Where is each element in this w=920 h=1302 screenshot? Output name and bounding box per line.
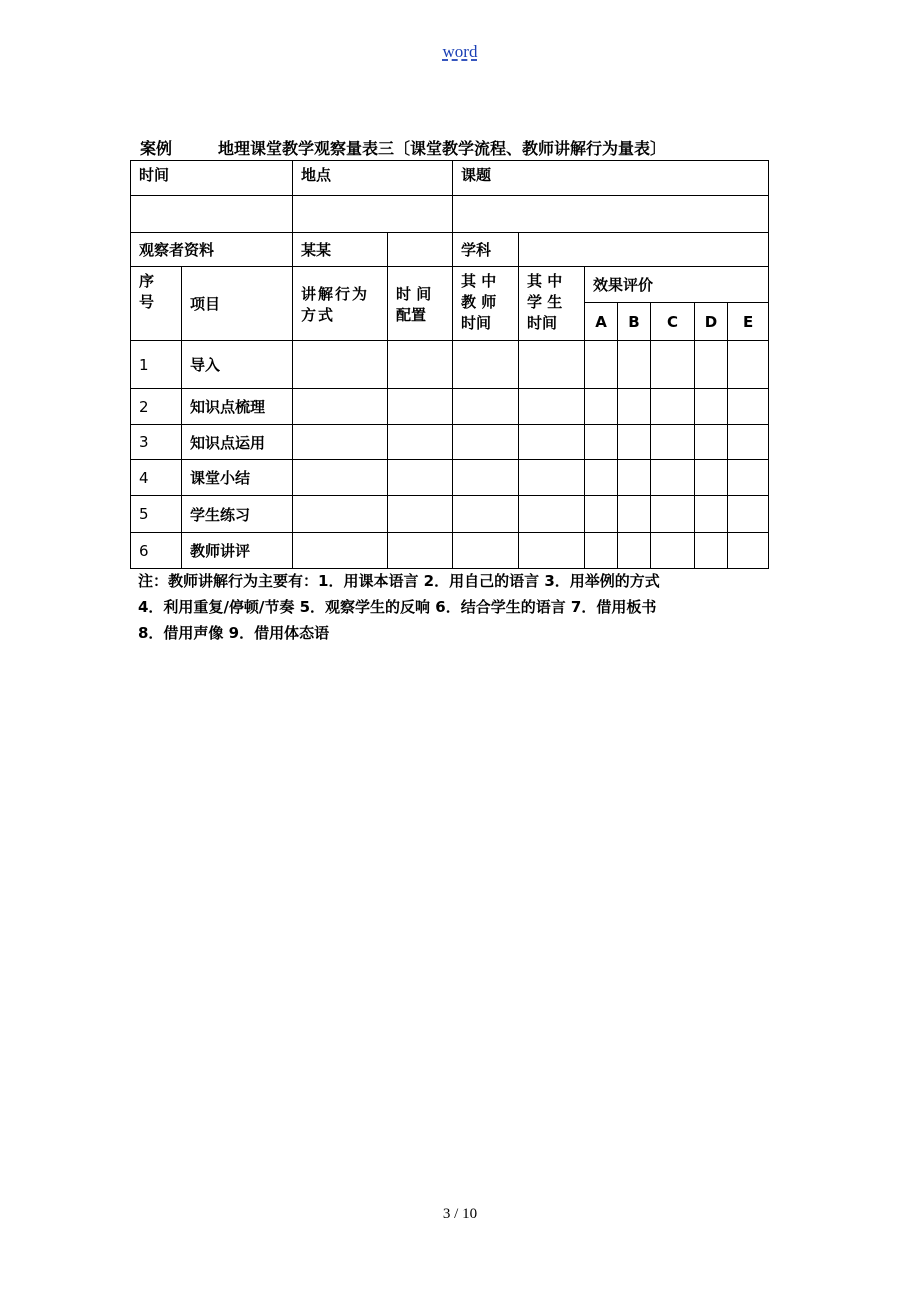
page-number: 3 / 10 — [442, 1206, 478, 1222]
note-line-1: 注：教师讲解行为主要有：1．用课本语言 2．用自己的语言 3．用举例的方式 — [138, 572, 660, 590]
topic-label: 课题 — [453, 161, 769, 196]
note-block — [138, 568, 788, 646]
observer-label: 观察者资料 — [131, 233, 293, 267]
place-label: 地点 — [293, 161, 453, 196]
note-line-3: 8．借用声像 9．借用体态语 — [138, 624, 330, 642]
row-item: 导入 — [182, 341, 293, 389]
grade-d: D — [695, 303, 728, 341]
header-method: 讲解行为 方式 — [293, 267, 388, 341]
table-row — [131, 496, 769, 533]
subject-label: 学科 — [453, 233, 519, 267]
note-line-2: 4．利用重复/停顿/节奏 5．观察学生的反响 6．结合学生的语言 7．借用板书 — [138, 598, 657, 616]
subject-field[interactable] — [519, 233, 769, 267]
observer-value: 某某 — [293, 233, 388, 267]
grade-a: A — [585, 303, 618, 341]
header-item: 项目 — [182, 267, 293, 341]
row-item: 学生练习 — [182, 496, 293, 533]
header-teacher-time: 其 中 教 师 时间 — [453, 267, 519, 341]
row-number: 2 — [131, 389, 182, 425]
observer-extra-field[interactable] — [388, 233, 453, 267]
table-row — [131, 425, 769, 460]
header-student-time: 其 中 学 生 时间 — [519, 267, 585, 341]
header-word-link[interactable]: word — [442, 42, 478, 61]
topic-field[interactable] — [453, 196, 769, 233]
header-time-config: 时 间 配置 — [388, 267, 453, 341]
grade-c: C — [651, 303, 695, 341]
title-case-label: 案例 — [140, 139, 173, 158]
table-row — [131, 389, 769, 425]
grade-e: E — [728, 303, 769, 341]
table-row — [131, 460, 769, 496]
time-label: 时间 — [131, 161, 293, 196]
header-seq: 序 号 — [131, 267, 182, 341]
grade-b: B — [618, 303, 651, 341]
row-item: 知识点梳理 — [182, 389, 293, 425]
row-number: 5 — [131, 496, 182, 533]
place-field[interactable] — [293, 196, 453, 233]
time-field[interactable] — [131, 196, 293, 233]
title-text: 地理课堂教学观察量表三〔课堂教学流程、教师讲解行为量表〕 — [218, 139, 667, 158]
row-number: 1 — [131, 341, 182, 389]
document-title — [140, 136, 780, 159]
row-item: 教师讲评 — [182, 533, 293, 569]
row-number: 3 — [131, 425, 182, 460]
table-row — [131, 533, 769, 569]
row-number: 6 — [131, 533, 182, 569]
row-item: 知识点运用 — [182, 425, 293, 460]
table-row — [131, 341, 769, 389]
row-number: 4 — [131, 460, 182, 496]
observation-table — [130, 160, 769, 569]
header-effect-eval: 效果评价 — [585, 267, 769, 303]
row-item: 课堂小结 — [182, 460, 293, 496]
